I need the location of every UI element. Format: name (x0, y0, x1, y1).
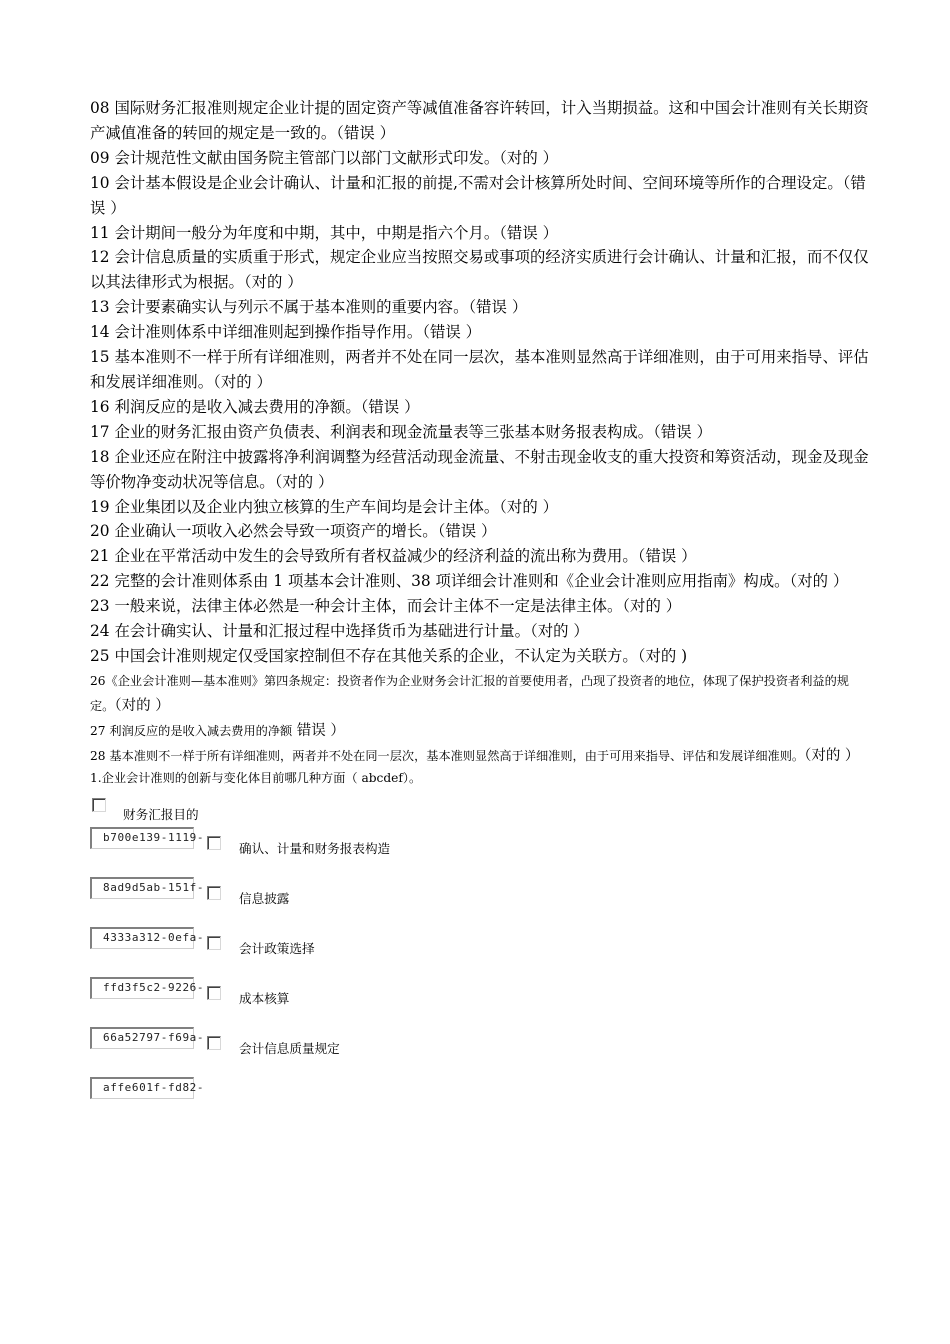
statement-11: 11 会计期间一般分为年度和中期，其中，中期是指六个月。（错误 ） (90, 223, 558, 242)
statement-answer: （对的 ） (804, 747, 860, 764)
option-first (90, 793, 870, 827)
statement-13: 13 会计要素确实认与列示不属于基本准则的重要内容。（错误 ） (90, 298, 528, 317)
statement-answer: 错误 ） (292, 722, 345, 739)
option-row (90, 977, 870, 1027)
option-label: 确认、计量和财务报表构造 (239, 840, 391, 856)
statement-19: 19 企业集团以及企业内独立核算的生产车间均是会计主体。（对的 ） (90, 497, 558, 516)
option-checkbox[interactable] (92, 798, 106, 812)
option-row (90, 1027, 870, 1077)
question-1: 1.企业会计准则的创新与变化体目前哪几种方面（ abcdef）。 (90, 770, 422, 785)
statement-17: 17 企业的财务汇报由资产负债表、利润表和现金流量表等三张基本财务报表构成。（错误 ） (90, 422, 712, 441)
statement-12: 12 会计信息质量的实质重于形式，规定企业应当按照交易或事项的经济实质进行会计确认、计量和汇报，而不仅仅以其法律形式为根据。（对的 ） (90, 248, 869, 292)
option-checkbox[interactable] (207, 836, 221, 850)
small-statements (90, 669, 870, 769)
true-false-statements (90, 96, 870, 669)
option-row (90, 927, 870, 977)
statement-answer: （对的 ） (114, 697, 170, 714)
option-id-field[interactable]: affe601f-fd82- (90, 1077, 194, 1099)
option-label: 信息披露 (239, 890, 290, 906)
option-checkbox[interactable] (207, 936, 221, 950)
statement-14: 14 会计准则体系中详细准则起到操作指导作用。（错误 ） (90, 323, 482, 342)
option-id-field[interactable]: ffd3f5c2-9226- (90, 977, 194, 999)
option-label: 会计信息质量规定 (239, 1040, 340, 1056)
statement-10: 10 会计基本假设是企业会计确认、计量和汇报的前提,不需对会计核算所处时间、空间环境等所作的合理设定。（错误 ） (90, 173, 866, 217)
statement-18: 18 企业还应在附注中披露将净利润调整为经营活动现金流量、不射击现金收支的重大投资和筹资活动，现金及现金等价物净变动状况等信息。（对的 ） (90, 447, 869, 491)
statement-21: 21 企业在平常活动中发生的会导致所有者权益减少的经济利益的流出称为费用。（错误 ） (90, 547, 697, 566)
statement-26 (90, 669, 870, 719)
option-checkbox[interactable] (207, 986, 221, 1000)
statement-27 (90, 719, 870, 744)
option-id-field[interactable]: b700e139-1119- (90, 827, 194, 849)
options-list (90, 827, 870, 1127)
option-label: 财务汇报目的 (123, 806, 199, 822)
statement-25: 25 中国会计准则规定仅受国家控制但不存在其他关系的企业，不认定为关联方。（对的 ) (90, 646, 688, 665)
document-body (90, 96, 870, 1127)
option-checkbox[interactable] (207, 886, 221, 900)
statement-20: 20 企业确认一项收入必然会导致一项资产的增长。（错误 ） (90, 522, 497, 541)
statement-23: 23 一般来说，法律主体必然是一种会计主体，而会计主体不一定是法律主体。（对的 ） (90, 597, 682, 616)
option-label: 会计政策选择 (239, 940, 315, 956)
statement-text: 28 基本准则不一样于所有详细准则，两者并不处在同一层次，基本准则显然高于详细准则，由于可用来指导、评估和发展详细准则。 (90, 748, 805, 763)
option-id-field[interactable]: 8ad9d5ab-151f- (90, 877, 194, 899)
statement-22: 22 完整的会计准则体系由 1 项基本会计准则、38 项详细会计准则和《企业会计准则应用指南》构成。（对的 ） (90, 572, 849, 591)
statement-15: 15 基本准则不一样于所有详细准则，两者并不处在同一层次，基本准则显然高于详细准则，由于可用来指导、评估和发展详细准则。（对的 ） (90, 348, 869, 391)
option-row (90, 877, 870, 927)
option-row (90, 827, 870, 877)
option-checkbox[interactable] (207, 1036, 221, 1050)
statement-text: 27 利润反应的是收入减去费用的净额 (90, 723, 293, 738)
option-id-field[interactable]: 4333a312-0efa- (90, 927, 194, 949)
option-id-field[interactable]: 66a52797-f69a- (90, 1027, 194, 1049)
statement-28 (90, 744, 870, 769)
option-row (90, 1077, 870, 1127)
statement-24: 24 在会计确实认、计量和汇报过程中选择货币为基础进行计量。（对的 ） (90, 622, 589, 641)
statement-16: 16 利润反应的是收入减去费用的净额。（错误 ） (90, 397, 420, 416)
statement-08: 08 国际财务汇报准则规定企业计提的固定资产等减值准备容许转回，计入当期损益。这和中国会计准则有关长期资产减值准备的转回的规定是一致的。（错误 ） (90, 99, 869, 142)
option-label: 成本核算 (239, 990, 290, 1006)
statement-text: 26《企业会计准则—基本准则》第四条规定：投资者作为企业财务会计汇报的首要使用者，凸现了投资者的地位，体现了保护投资者利益的规定。 (90, 673, 849, 713)
statement-09: 09 会计规范性文献由国务院主管部门以部门文献形式印发。（对的 ） (90, 148, 558, 167)
